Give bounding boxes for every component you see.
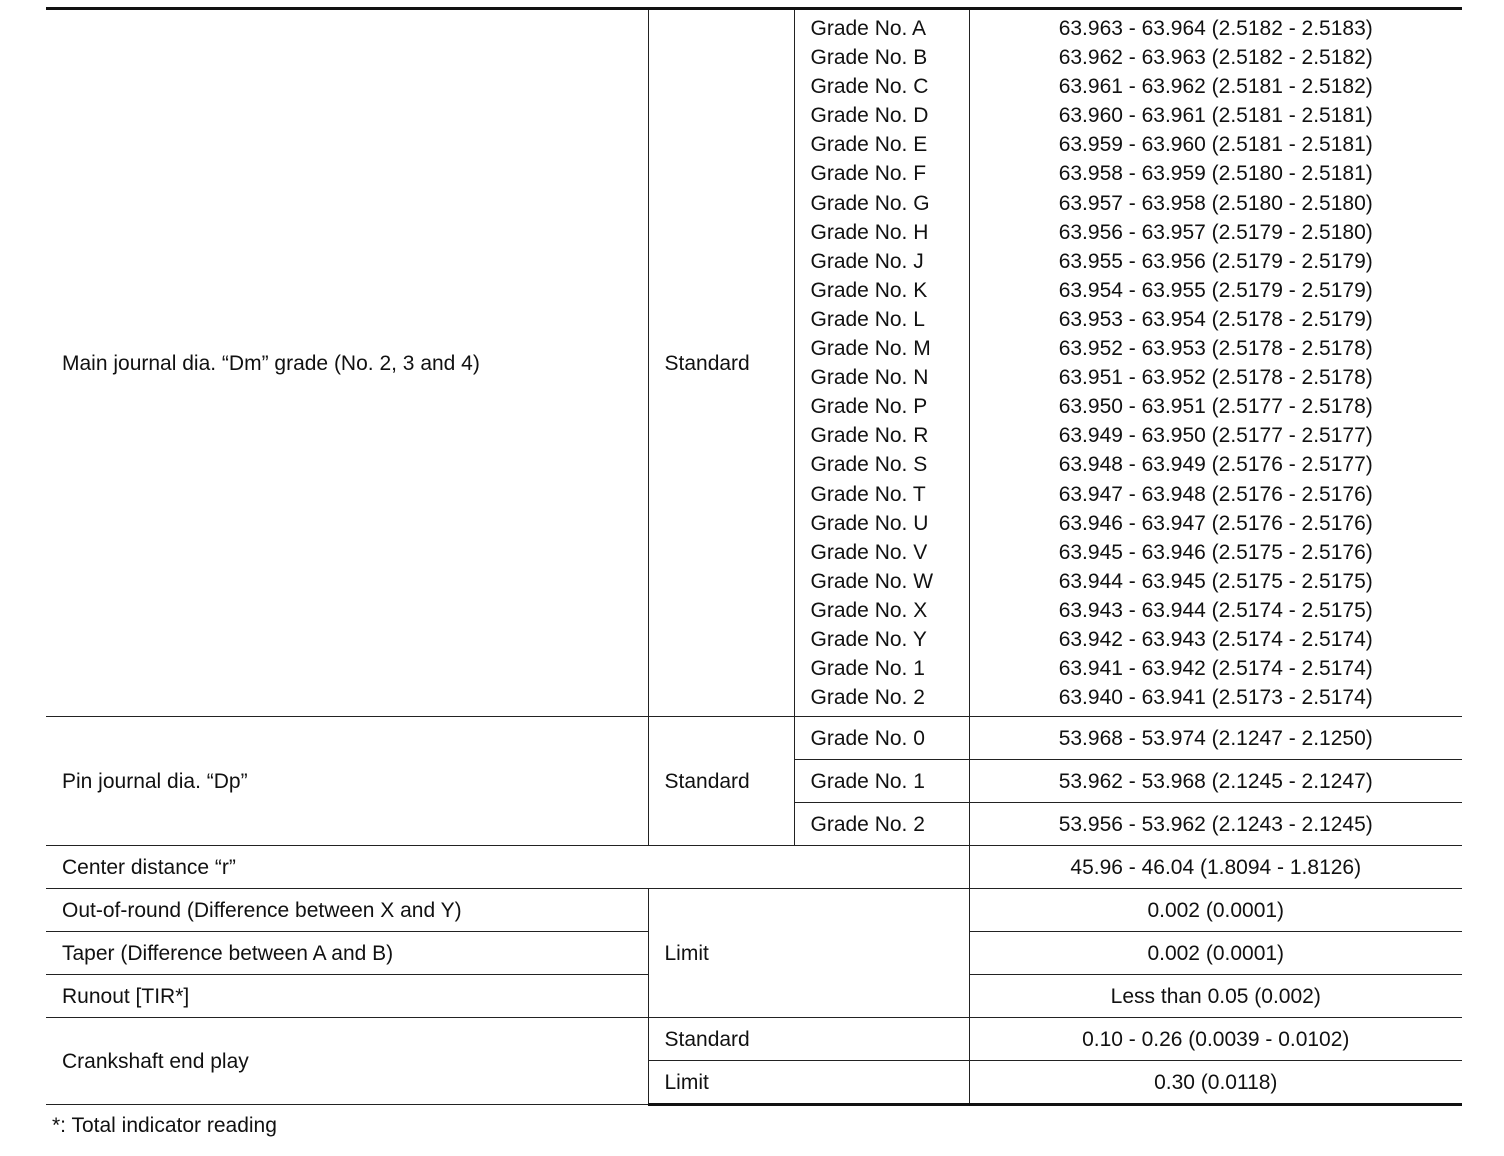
footnote: *: Total indicator reading [52, 1114, 277, 1137]
grade-item: Grade No. M [810, 337, 931, 361]
grade-value: 63.946 - 63.947 (2.5176 - 2.5176) [1058, 511, 1373, 535]
grade-item: Grade No. V [810, 540, 928, 564]
end-play-label: Crankshaft end play [46, 1018, 648, 1105]
grade-value: 63.952 - 63.953 (2.5178 - 2.5178) [1058, 337, 1373, 361]
out-of-round-value: 0.002 (0.0001) [969, 889, 1462, 932]
crankshaft-spec-table [46, 7, 1462, 1106]
pin-grade: Grade No. 2 [794, 803, 969, 846]
grade-item: Grade No. C [810, 75, 929, 99]
grade-value: 63.948 - 63.949 (2.5176 - 2.5177) [1058, 453, 1373, 477]
grade-item: Grade No. F [810, 162, 927, 186]
end-play-row [46, 1018, 1462, 1061]
pin-grade-value: 53.968 - 53.974 (2.1247 - 2.1250) [969, 717, 1462, 760]
grade-item: Grade No. X [810, 598, 928, 622]
main-journal-label: Main journal dia. “Dm” grade (No. 2, 3 and 4) [46, 9, 648, 717]
grade-value: 63.945 - 63.946 (2.5175 - 2.5176) [1058, 540, 1373, 564]
grade-value: 63.954 - 63.955 (2.5179 - 2.5179) [1058, 278, 1373, 302]
grade-value: 63.957 - 63.958 (2.5180 - 2.5180) [1058, 191, 1373, 215]
end-play-standard-value: 0.10 - 0.26 (0.0039 - 0.0102) [969, 1018, 1462, 1061]
grade-value: 63.944 - 63.945 (2.5175 - 2.5175) [1058, 569, 1373, 593]
grade-value: 63.959 - 63.960 (2.5181 - 2.5181) [1058, 133, 1373, 157]
grade-value: 63.942 - 63.943 (2.5174 - 2.5174) [1058, 627, 1373, 651]
grade-value: 63.955 - 63.956 (2.5179 - 2.5179) [1058, 249, 1373, 273]
grade-value: 63.962 - 63.963 (2.5182 - 2.5182) [1058, 46, 1373, 70]
grade-item: Grade No. L [810, 307, 925, 331]
grade-value: 63.961 - 63.962 (2.5181 - 2.5182) [1058, 75, 1373, 99]
grade-item: Grade No. P [810, 395, 928, 419]
main-journal-row [46, 9, 1462, 717]
grade-item: Grade No. J [810, 249, 924, 273]
grade-item: Grade No. W [810, 569, 934, 593]
grade-item: Grade No. A [810, 17, 927, 40]
grade-value: 63.951 - 63.952 (2.5178 - 2.5178) [1058, 366, 1373, 390]
pin-journal-category: Standard [648, 717, 794, 846]
runout-value: Less than 0.05 (0.002) [969, 975, 1462, 1018]
grade-item: Grade No. R [810, 424, 929, 448]
center-distance-row [46, 846, 1462, 889]
pin-journal-row [46, 717, 1462, 760]
end-play-limit-value: 0.30 (0.0118) [969, 1061, 1462, 1105]
taper-label: Taper (Difference between A and B) [46, 932, 648, 975]
runout-label: Runout [TIR*] [46, 975, 648, 1018]
center-distance-value: 45.96 - 46.04 (1.8094 - 1.8126) [969, 846, 1462, 889]
main-journal-grade-list [794, 9, 969, 717]
grade-value: 63.953 - 63.954 (2.5178 - 2.5179) [1058, 307, 1373, 331]
grade-item: Grade No. G [810, 191, 930, 215]
grade-value: 63.958 - 63.959 (2.5180 - 2.5181) [1058, 162, 1373, 186]
grade-item: Grade No. 1 [810, 657, 925, 681]
grade-item: Grade No. K [810, 278, 928, 302]
out-of-round-label: Out-of-round (Difference between X and Y) [46, 889, 648, 932]
end-play-standard-category: Standard [648, 1018, 969, 1061]
taper-value: 0.002 (0.0001) [969, 932, 1462, 975]
end-play-limit-category: Limit [648, 1061, 969, 1105]
pin-grade-value: 53.956 - 53.962 (2.1243 - 2.1245) [969, 803, 1462, 846]
grade-item: Grade No. N [810, 366, 929, 390]
grade-value: 63.947 - 63.948 (2.5176 - 2.5176) [1058, 482, 1373, 506]
grade-value: 63.943 - 63.944 (2.5174 - 2.5175) [1058, 598, 1373, 622]
grade-value: 63.960 - 63.961 (2.5181 - 2.5181) [1058, 104, 1373, 128]
grade-value: 63.949 - 63.950 (2.5177 - 2.5177) [1058, 424, 1373, 448]
grade-value: 63.956 - 63.957 (2.5179 - 2.5180) [1058, 220, 1373, 244]
grade-item: Grade No. B [810, 46, 928, 70]
grade-item: Grade No. S [810, 453, 928, 477]
pin-journal-label: Pin journal dia. “Dp” [46, 717, 648, 846]
limit-row [46, 889, 1462, 932]
pin-grade-value: 53.962 - 53.968 (2.1245 - 2.1247) [969, 760, 1462, 803]
limit-category: Limit [648, 889, 969, 1018]
main-journal-category: Standard [648, 9, 794, 717]
center-distance-label: Center distance “r” [46, 846, 969, 889]
pin-grade: Grade No. 1 [794, 760, 969, 803]
grade-value: 63.963 - 63.964 (2.5182 - 2.5183) [1058, 17, 1373, 40]
pin-grade: Grade No. 0 [794, 717, 969, 760]
grade-item: Grade No. E [810, 133, 928, 157]
grade-item: Grade No. T [810, 482, 926, 506]
grade-value: 63.940 - 63.941 (2.5173 - 2.5174) [1058, 686, 1373, 710]
grade-value: 63.950 - 63.951 (2.5177 - 2.5178) [1058, 395, 1373, 419]
grade-item: Grade No. D [810, 104, 929, 128]
grade-item: Grade No. Y [810, 627, 927, 651]
grade-value: 63.941 - 63.942 (2.5174 - 2.5174) [1058, 657, 1373, 681]
grade-item: Grade No. U [810, 511, 929, 535]
grade-item: Grade No. H [810, 220, 929, 244]
grade-item: Grade No. 2 [810, 686, 925, 710]
main-journal-value-list [969, 9, 1462, 717]
